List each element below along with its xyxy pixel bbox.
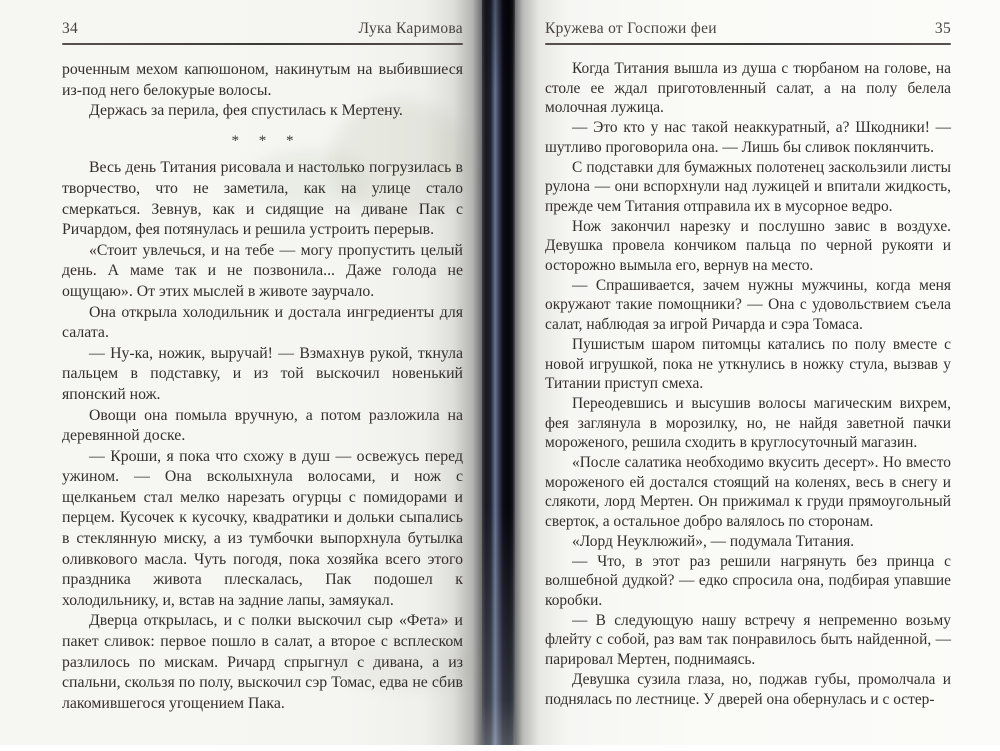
right-page-column <box>545 20 951 709</box>
paragraph: — Кроши, я пока что схожу в душ — освежусь перед ужином. — Она всколыхнула волосами, и нож с щелканьем стал мелко нарезать огурцы с помидорами и перцем. Кусочек к кусочку, квадратики и дольки сыпались в стеклянную миску, а из тумбочки выпорхнула бутылка оливкового масла. Чуть погодя, пока хозяйка всего этого праздника живота плескалась, Пак подошел к холодильнику, и, встав на задние лапы, замяукал. <box>62 447 463 609</box>
paragraph: — Что, в этот раз решили нагрянуть без принца с волшебной дудкой? — едко спросила она, подбирая упавшие коробки. <box>545 552 951 609</box>
paragraph: Переодевшись и высушив волосы магическим вихрем, фея заглянула в морозилку, но, не найдя заветной пачки мороженого, решила сходить в круглосуточный магазин. <box>545 394 951 452</box>
left-running-head <box>62 20 463 38</box>
paragraph: Нож закончил нарезку и послушно завис в воздухе. Девушка провела кончиком пальца по черной рукояти и осторожно вымыла его, вернув на место. <box>545 217 951 275</box>
paragraph: — Спрашивается, зачем нужны мужчины, когда меня окружают такие помощники? — Она с удовольствием съела салат, наблюдая за игрой Ричарда и сэра Томаса. <box>545 276 951 334</box>
right-body-text <box>545 59 951 709</box>
right-running-head <box>545 20 951 38</box>
paragraph: Овощи она помыла вручную, а потом разложила на деревянной доске. <box>62 406 463 445</box>
paragraph: «После салатика необходимо вкусить десерт». Но вместо мороженого ей достался стоящий на коленях, весь в снегу и слякоти, лорд Мертен. Он прижимал к груди прямоугольный сверток, а остальное добро валялось по сторонам. <box>545 454 951 531</box>
left-running-header-title: Лука Каримова <box>358 20 463 37</box>
page-right <box>515 0 1000 745</box>
section-separator: * * * <box>231 132 302 149</box>
paragraph: Держась за перила, фея спустилась к Мертену. <box>89 102 403 120</box>
book-gutter-shadow <box>482 0 515 745</box>
left-header-rule <box>62 43 463 45</box>
right-page-number: 35 <box>934 20 951 37</box>
paragraph: Она открыла холодильник и достала ингредиенты для салата. <box>62 303 463 342</box>
paragraph: «Лорд Неуклюжий», — подумала Титания. <box>572 532 855 550</box>
scan-bottom-edge <box>0 745 1000 751</box>
left-page-number: 34 <box>62 20 79 37</box>
left-page-column <box>62 20 463 714</box>
paragraph: Девушка сузила глаза, но, поджав губы, промолчала и поднялась по лестнице. У дверей она обернулась и с остер- <box>545 670 951 708</box>
paragraph: Весь день Титания рисовала и настолько погрузилась в творчество, что не заметила, как на улице стало смеркаться. Зевнув, как и сидящие на диване Пак с Ричардом, фея потянулась и решила устроить перерыв. <box>62 159 463 239</box>
paragraph: — Это кто у нас такой неаккуратный, а? Шкодники! — шутливо проговорила она. — Лишь бы сливок поклянчить. <box>545 119 951 156</box>
paragraph: «Стоит увлечься, и на тебе — могу пропустить целый день. А маме так и не позвонила... Даже голода не ощущаю». От этих мыслей в животе заурчало. <box>62 241 463 300</box>
paragraph: — В следующую нашу встречу я непременно возьму флейту с собой, раз вам так понравилось быть найденной, — парировал Мертен, поднимаясь. <box>545 611 951 669</box>
paragraph: Дверца открылась, и с полки выскочил сыр «Фета» и пакет сливок: первое пошло в салат, а второе с всплеском разлилось по мискам. Ричард спрыгнул с дивана, а из спальни, скользя по полу, выскочил сэр Томас, едва не сбив лакомившегося угощением Пака. <box>62 612 463 712</box>
paragraph: С подставки для бумажных полотенец заскользили листы рулона — они вспорхнули над лужицей и впитали жидкость, прежде чем Титания отправила их в мусорное ведро. <box>545 158 951 215</box>
paragraph: Когда Титания вышла из душа с тюрбаном на голове, на столе ее ждал приготовленный салат, а на полу белела молочная лужица. <box>545 60 951 117</box>
paragraph: Пушистым шаром питомцы катались по полу вместе с новой игрушкой, пока не уткнулись в ножку стула, вызвав у Титании приступ смеха. <box>545 335 951 393</box>
right-header-rule <box>545 43 951 45</box>
left-body-text <box>62 60 463 714</box>
paragraph: — Ну-ка, ножик, выручай! — Взмахнув рукой, ткнула пальцем в подставку, и из той выскочил новенький японский нож. <box>62 344 463 403</box>
paragraph: роченным мехом капюшоном, накинутым на выбившиеся из-под него белокурые волосы. <box>62 61 463 99</box>
page-left <box>0 0 482 745</box>
right-running-header-title: Кружева от Госпожи феи <box>545 20 717 37</box>
